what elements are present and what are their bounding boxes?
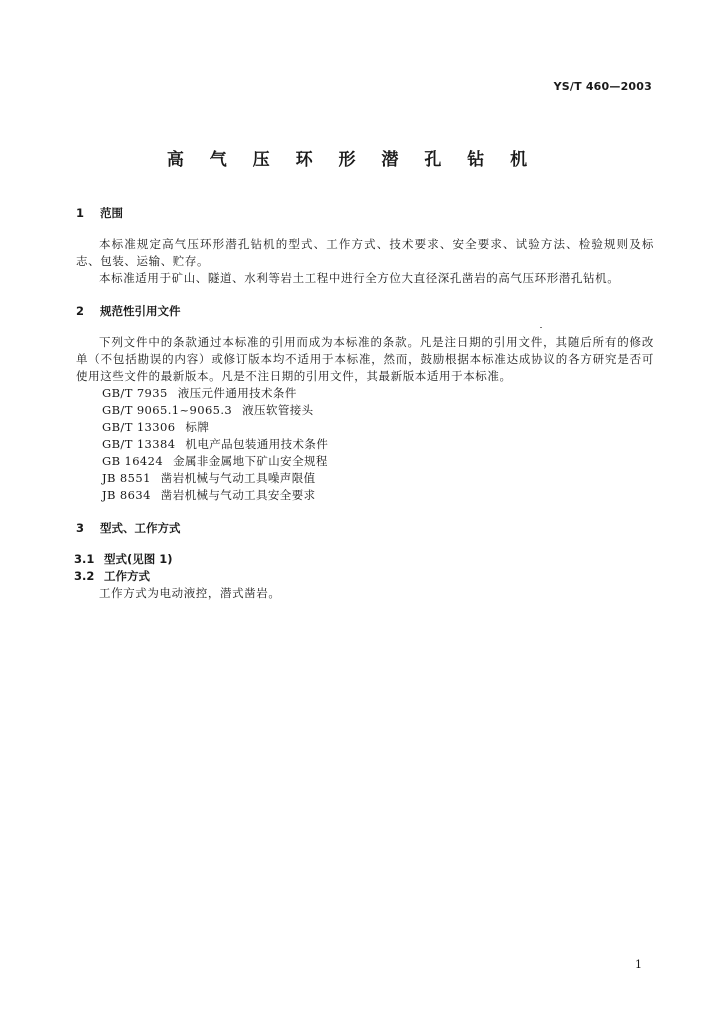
section-1-number: 1 xyxy=(76,206,85,220)
section-2-paragraph: 下列文件中的条款通过本标准的引用而成为本标准的条款。凡是注日期的引用文件，其随后所有的修改单（不包括勘误的内容）或修订版本均不适用于本标准，然而，鼓励根据本标准达成协议的各方研究是否可使用这些文件的最新版本。凡是不注日期的引用文件，其最新版本适用于本标准。 xyxy=(76,335,654,383)
reference-title: 机电产品包装通用技术条件 xyxy=(185,437,329,451)
subsection-3-2-title: 工作方式 xyxy=(104,569,150,583)
reference-item xyxy=(76,470,654,487)
reference-title: 液压元件通用技术条件 xyxy=(177,386,297,400)
reference-code: JB 8551 xyxy=(102,471,151,485)
section-3-heading xyxy=(76,520,654,537)
section-1-paragraph-1: 本标准规定高气压环形潜孔钻机的型式、工作方式、技术要求、安全要求、试验方法、检验规则及标志、包装、运输、贮存。 xyxy=(76,237,654,268)
section-1-heading xyxy=(76,205,654,222)
section-3-title: 型式、工作方式 xyxy=(100,521,181,535)
reference-item xyxy=(76,436,654,453)
subsection-3-1-heading xyxy=(74,551,654,568)
reference-item xyxy=(76,487,654,504)
section-1-title: 范围 xyxy=(100,206,123,220)
reference-code: JB 8634 xyxy=(102,488,151,502)
section-3-number: 3 xyxy=(76,521,85,535)
reference-code: GB 16424 xyxy=(102,454,164,468)
reference-code: GB/T 13306 xyxy=(102,420,176,434)
subsection-3-2-heading xyxy=(74,568,654,585)
reference-list xyxy=(76,385,654,504)
section-2-title: 规范性引用文件 xyxy=(100,304,181,318)
page-number: 1 xyxy=(635,958,642,971)
document-title: 高 气 压 环 形 潜 孔 钻 机 xyxy=(166,150,538,170)
reference-item xyxy=(76,385,654,402)
subsection-3-1-number: 3.1 xyxy=(74,552,95,566)
reference-title: 标牌 xyxy=(185,420,210,434)
reference-item xyxy=(76,402,654,419)
subsection-3-1-title: 型式(见图 1) xyxy=(104,552,173,566)
section-2-heading xyxy=(76,303,654,320)
reference-title: 金属非金属地下矿山安全规程 xyxy=(173,454,328,468)
reference-title: 液压软管接头 xyxy=(242,403,314,417)
reference-item xyxy=(76,453,654,470)
reference-title: 凿岩机械与气动工具安全要求 xyxy=(160,488,316,502)
reference-item xyxy=(76,419,654,436)
subsection-3-2-paragraph: 工作方式为电动液控，潜式凿岩。 xyxy=(99,586,281,600)
section-2-number: 2 xyxy=(76,304,85,318)
reference-code: GB/T 7935 xyxy=(102,386,168,400)
reference-title: 凿岩机械与气动工具噪声限值 xyxy=(160,471,316,485)
document-body xyxy=(76,205,654,602)
section-1-paragraph-2: 本标准适用于矿山、隧道、水利等岩土工程中进行全方位大直径深孔凿岩的高气压环形潜孔钻机。 xyxy=(99,271,620,285)
standard-code: YS/T 460—2003 xyxy=(553,80,652,93)
subsection-3-2-number: 3.2 xyxy=(74,569,95,583)
reference-code: GB/T 9065.1~9065.3 xyxy=(102,403,233,417)
reference-code: GB/T 13384 xyxy=(102,437,176,451)
